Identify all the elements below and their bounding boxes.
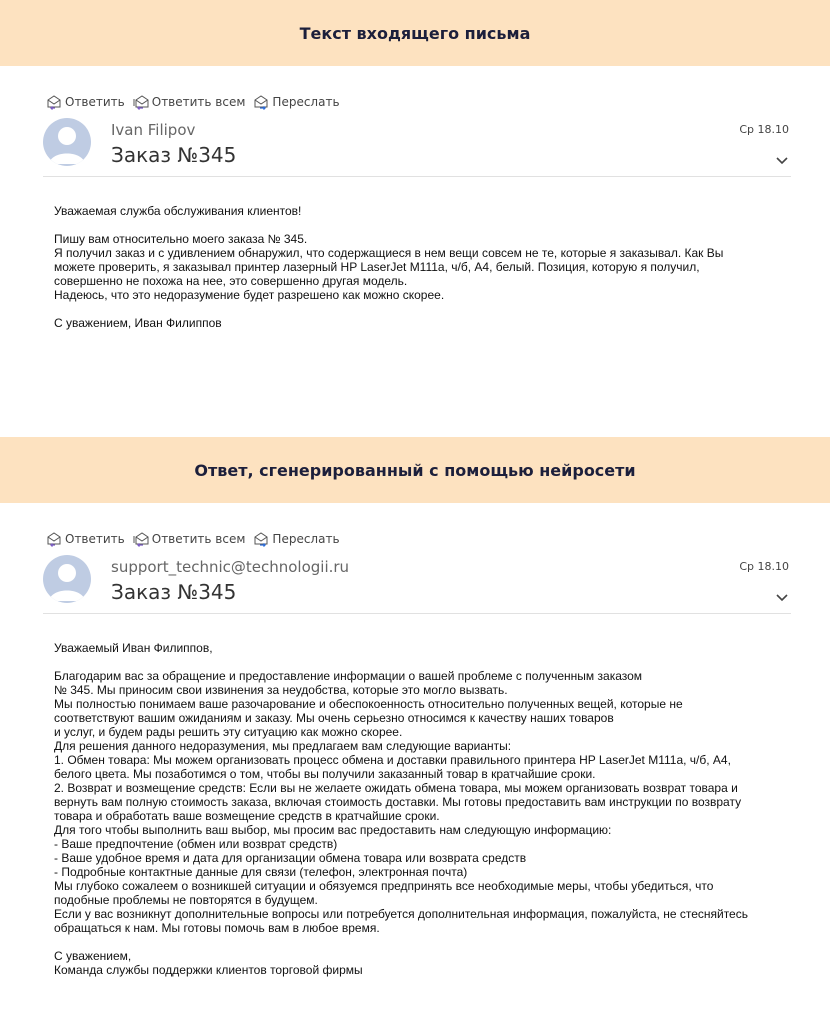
reply-button[interactable]: [46, 94, 125, 110]
forward-label: Переслать: [272, 95, 340, 109]
forward-button[interactable]: [253, 94, 339, 110]
user-icon: [43, 555, 91, 603]
email-date: Ср 18.10: [739, 123, 789, 136]
generated-banner-title: Ответ, сгенерированный с помощью нейросети: [194, 460, 636, 480]
generated-banner: [0, 437, 830, 503]
reply-all-button[interactable]: [133, 94, 246, 110]
reply-icon: [46, 94, 62, 110]
sender-name: Ivan Filipov: [111, 121, 196, 139]
incoming-email: [0, 66, 830, 437]
reply-label: Ответить: [65, 95, 125, 109]
reply-all-button[interactable]: [133, 531, 246, 547]
incoming-banner-title: Текст входящего письма: [299, 23, 531, 43]
chevron-down-icon[interactable]: [775, 156, 789, 166]
reply-all-icon: [133, 531, 149, 547]
reply-action-bar: [46, 531, 340, 547]
user-icon: [43, 118, 91, 166]
email-subject: Заказ №345: [111, 143, 237, 167]
reply-button[interactable]: [46, 531, 125, 547]
header-divider: [43, 613, 791, 614]
reply-all-label: Ответить всем: [151, 95, 246, 109]
chevron-down-icon[interactable]: [775, 593, 789, 603]
email-body: Уважаемая служба обслуживания клиентов! Пишу вам относительно моего заказа № 345. Я получил заказ и с удивлением обнаружил, что содержащиеся в нем вещи совсем не те, которые я заказывал. Как Вы можете проверить, я заказывал принтер лазерный HP LaserJet M111a, ч/б, A4, белый. Позиция, которую я получил, совершенно не похожа на нее, это совершенно другая модель. Надеюсь, что это недоразумение будет разрешено как можно скорее. С уважением, Иван Филиппов: [54, 204, 724, 330]
reply-all-label: Ответить всем: [151, 532, 246, 546]
reply-all-icon: [133, 94, 149, 110]
email-subject: Заказ №345: [111, 580, 237, 604]
reply-email: [0, 503, 830, 1021]
header-divider: [43, 176, 791, 177]
forward-label: Переслать: [272, 532, 340, 546]
incoming-banner: [0, 0, 830, 66]
avatar: [43, 555, 91, 603]
reply-icon: [46, 531, 62, 547]
email-date: Ср 18.10: [739, 560, 789, 573]
incoming-action-bar: [46, 94, 340, 110]
forward-icon: [253, 94, 269, 110]
avatar: [43, 118, 91, 166]
reply-label: Ответить: [65, 532, 125, 546]
forward-button[interactable]: [253, 531, 339, 547]
email-body: Уважаемый Иван Филиппов, Благодарим вас за обращение и предоставление информации о вашей проблеме с полученным заказом № 345. Мы приносим свои извинения за неудобства, которые это могло вызвать. Мы полностью понимаем ваше разочарование и обеспокоенность относительно полученных вещей, которые не соответствуют вашим ожиданиям и заказу. Мы очень серьезно относимся к качеству наших товаров и услуг, и будем рады решить эту ситуацию как можно скорее. Для решения данного недоразумения, мы предлагаем вам следующие варианты: 1. Обмен товара: Мы можем организовать процесс обмена и доставки правильного принтера HP LaserJet M111a, ч/б, A4, белого цвета. Мы позаботимся о том, чтобы вы получили заказанный товар в кратчайшие сроки. 2. Возврат и возмещение средств: Если вы не желаете ожидать обмена товара, мы можем организовать возврат товара и вернуть вам полную стоимость заказа, включая стоимость доставки. Мы готовы предоставить вам инструкции по возврату товара и обработать ваше возмещение средств в кратчайшие сроки. Для того чтобы выполнить ваш выбор, мы просим вас предоставить нам следующую информацию: - Ваше предпочтение (обмен или возврат средств) - Ваше удобное время и дата для организации обмена товара или возврата средств - Подробные контактные данные для связи (телефон, электронная почта) Мы глубоко сожалеем о возникшей ситуации и обязуемся предпринять все необходимые меры, чтобы убедиться, что подобные проблемы не повторятся в будущем. Если у вас возникнут дополнительные вопросы или потребуется дополнительная информация, пожалуйста, не стесняйтесь обращаться к нам. Мы готовы помочь вам в любое время. С уважением, Команда службы поддержки клиентов торговой фирмы: [54, 641, 748, 977]
sender-name: support_technic@technologii.ru: [111, 558, 350, 576]
forward-icon: [253, 531, 269, 547]
